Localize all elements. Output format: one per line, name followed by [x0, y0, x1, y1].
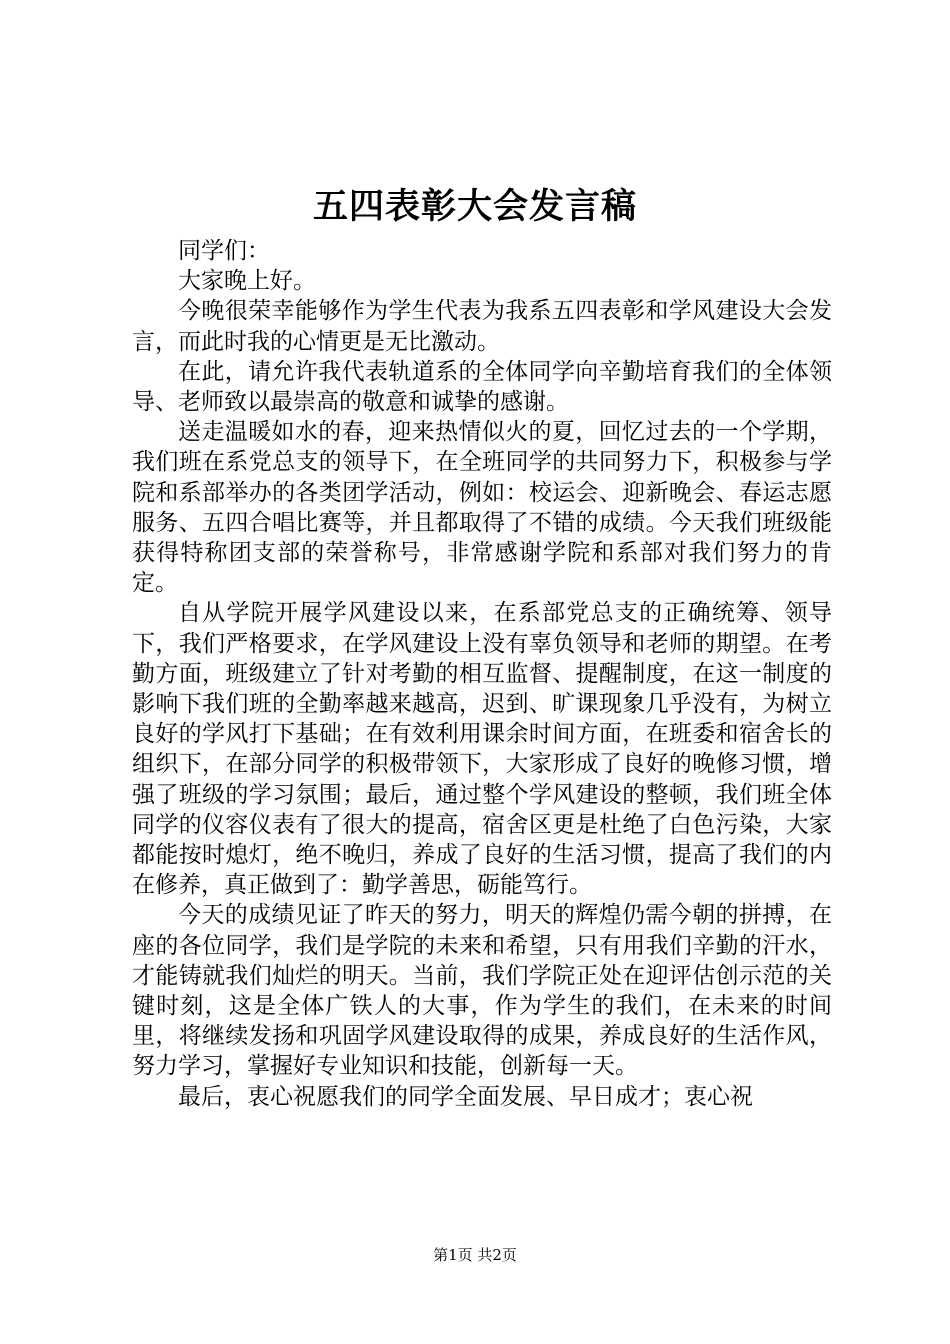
page-number-footer: 第1页 共2页	[433, 1246, 517, 1264]
paragraph-future: 今天的成绩见证了昨天的努力，明天的辉煌仍需今朝的拼搏，在座的各位同学，我们是学院的未来和希望，只有用我们辛勤的汗水，才能铸就我们灿烂的明天。当前，我们学院正处在迎评估创示范的关键时刻，这是全体广铁人的大事，作为学生的我们，在未来的时间里，将继续发扬和巩固学风建设取得的成果，养成良好的生活作风，努力学习，掌握好专业知识和技能，创新每一天。	[132, 902, 832, 1080]
paragraph-greeting: 大家晚上好。	[178, 268, 316, 295]
paragraph-achievements: 送走温暖如水的春，迎来热情似火的夏，回忆过去的一个学期，我们班在系党总支的领导下，在全班同学的共同努力下，积极参与学院和系部举办的各类团学活动，例如：校运会、迎新晚会、春运志愿服务、五四合唱比赛等，并且都取得了不错的成绩。今天我们班级能获得特称团支部的荣誉称号，非常感谢学院和系部对我们努力的肯定。	[132, 419, 832, 597]
paragraph-closing: 最后，衷心祝愿我们的同学全面发展、早日成才；衷心祝	[178, 1083, 753, 1110]
document-title: 五四表彰大会发言稿	[312, 186, 637, 227]
paragraph-study-style: 自从学院开展学风建设以来，在系部党总支的正确统筹、领导下，我们严格要求，在学风建设上没有辜负领导和老师的期望。在考勤方面，班级建立了针对考勤的相互监督、提醒制度，在这一制度的影响下我们班的全勤率越来越高，迟到、旷课现象几乎没有，为树立良好的学风打下基础；在有效利用课余时间方面，在班委和宿舍长的组织下，在部分同学的积极带领下，大家形成了良好的晚修习惯，增强了班级的学习氛围；最后，通过整个学风建设的整顿，我们班全体同学的仪容仪表有了很大的提高，宿舍区更是杜绝了白色污染，大家都能按时熄灯，绝不晚归，养成了良好的生活习惯，提高了我们的内在修养，真正做到了：勤学善思，砺能笃行。	[132, 600, 832, 899]
paragraph-thanks: 在此，请允许我代表轨道系的全体同学向辛勤培育我们的全体领导、老师致以最崇高的敬意和诚挚的感谢。	[132, 358, 832, 416]
paragraph-opening: 今晚很荣幸能够作为学生代表为我系五四表彰和学风建设大会发言，而此时我的心情更是无比激动。	[132, 298, 832, 355]
document-body	[132, 236, 832, 1112]
paragraph-salutation: 同学们：	[178, 238, 270, 264]
